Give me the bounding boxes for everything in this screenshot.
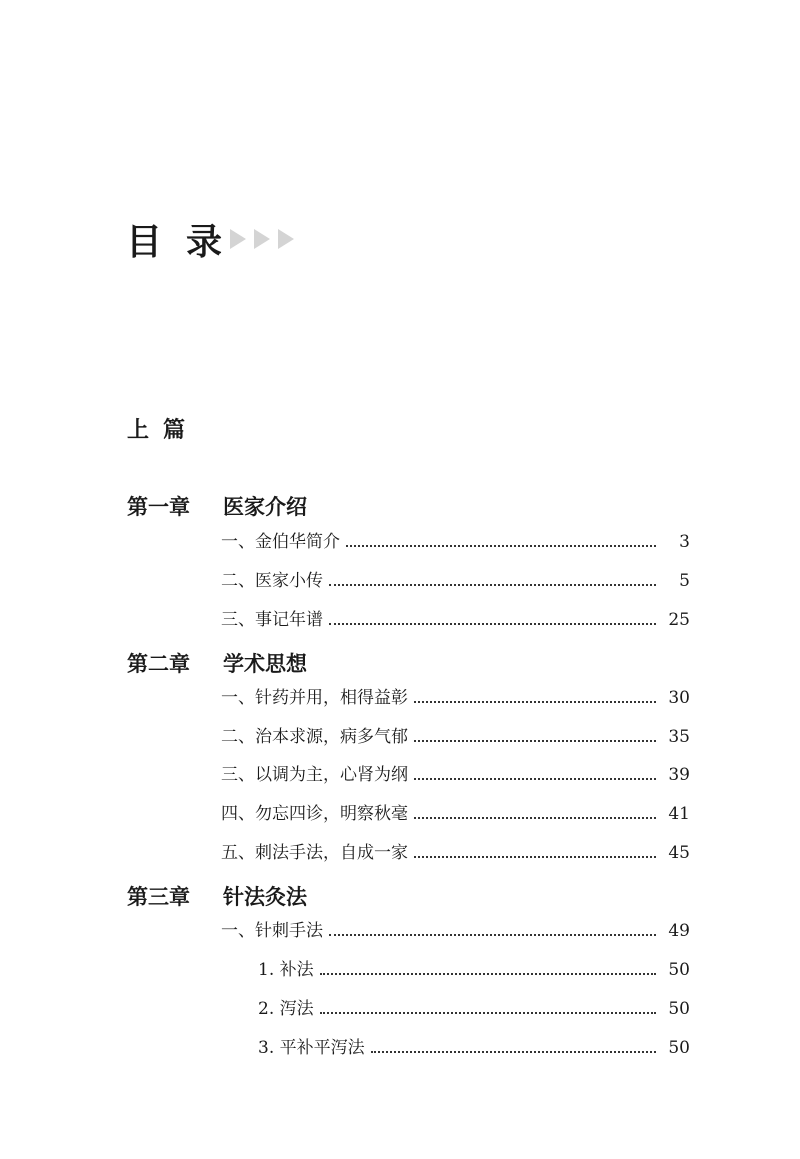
page-number: 41 (668, 804, 690, 824)
toc-entry[interactable] (221, 531, 690, 553)
entry-label: 一、针刺手法 (221, 921, 323, 941)
toc-entry[interactable] (221, 842, 690, 864)
dot-leader (414, 817, 656, 819)
dot-leader (414, 701, 656, 703)
toc-entry[interactable] (221, 803, 690, 825)
entry-label: 二、医家小传 (221, 571, 323, 591)
page-number: 45 (668, 843, 690, 863)
chapter-heading[interactable] (127, 881, 307, 911)
chapter-heading[interactable] (127, 648, 307, 678)
arrow-decoration (230, 229, 302, 249)
entry-label: 三、事记年谱 (221, 610, 323, 630)
part-heading: 上篇 (127, 418, 200, 443)
dot-leader (414, 778, 656, 780)
page-number: 25 (668, 610, 690, 630)
chapter-title: 医家介绍 (223, 495, 307, 519)
chapter-number: 第三章 (127, 885, 190, 909)
entry-label: 一、针药并用，相得益彰 (221, 688, 408, 708)
dot-leader (329, 934, 656, 936)
dot-leader (414, 740, 656, 742)
dot-leader (320, 973, 656, 975)
entry-label: 一、金伯华简介 (221, 532, 340, 552)
entry-label: 五、刺法手法，自成一家 (221, 843, 408, 863)
page-number: 3 (679, 532, 690, 552)
entry-label: 三、以调为主，心肾为纲 (221, 765, 408, 785)
page-number: 50 (668, 999, 690, 1019)
dot-leader (414, 856, 656, 858)
page-number: 39 (668, 765, 690, 785)
toc-entry[interactable] (221, 764, 690, 786)
toc-subentry[interactable] (258, 959, 690, 981)
dot-leader (329, 623, 656, 625)
toc-header (126, 214, 302, 264)
page-number: 50 (668, 960, 690, 980)
toc-entry[interactable] (221, 687, 690, 709)
entry-label: 1. 补法 (258, 960, 314, 980)
page-number: 35 (668, 727, 690, 747)
chapter-title: 针法灸法 (223, 885, 307, 909)
chapter-number: 第一章 (127, 495, 190, 519)
entry-label: 3. 平补平泻法 (258, 1038, 365, 1058)
toc-entry[interactable] (221, 726, 690, 748)
toc-entry[interactable] (221, 920, 690, 942)
toc-entry[interactable] (221, 570, 690, 592)
page-number: 30 (668, 688, 690, 708)
triangle-right-icon (254, 229, 270, 249)
entry-label: 二、治本求源，病多气郁 (221, 727, 408, 747)
toc-entry[interactable] (221, 609, 690, 631)
dot-leader (329, 584, 656, 586)
page-number: 49 (668, 921, 690, 941)
toc-subentry[interactable] (258, 998, 690, 1020)
chapter-title: 学术思想 (223, 652, 307, 676)
toc-subentry[interactable] (258, 1037, 690, 1059)
page-number: 50 (668, 1038, 690, 1058)
entry-label: 四、勿忘四诊，明察秋毫 (221, 804, 408, 824)
dot-leader (371, 1051, 656, 1053)
dot-leader (346, 545, 656, 547)
page-number: 5 (679, 571, 690, 591)
chapter-heading[interactable] (127, 491, 307, 521)
entry-label: 2. 泻法 (258, 999, 314, 1019)
chapter-number: 第二章 (127, 652, 190, 676)
dot-leader (320, 1012, 656, 1014)
triangle-right-icon (278, 229, 294, 249)
page-title: 目录 (126, 221, 247, 263)
triangle-right-icon (230, 229, 246, 249)
